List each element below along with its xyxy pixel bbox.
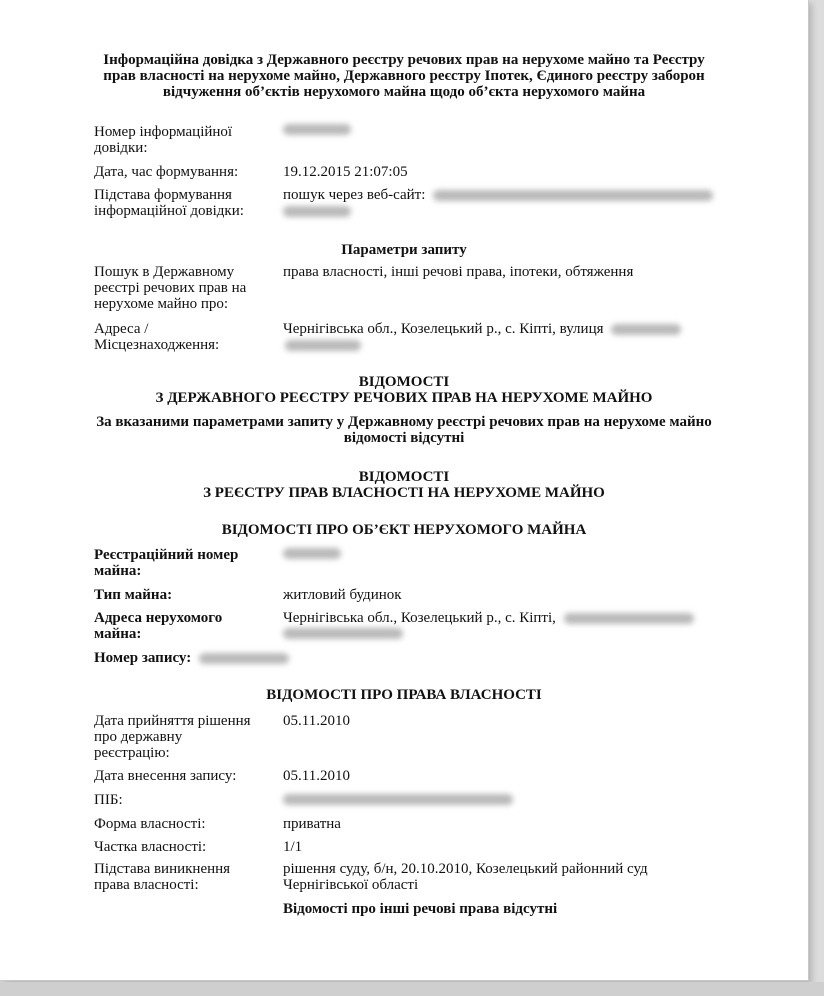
header-line-2: прав власності на нерухоме майно, Державного реєстру Іпотек, Єдиного реєстру заборон	[103, 68, 705, 84]
rights-basis-label-2: права власності:	[94, 877, 199, 893]
date-value: 19.12.2015 21:07:05	[283, 164, 408, 180]
ownership-registry-title-2: З РЕЄСТРУ ПРАВ ВЛАСНОСТІ НА НЕРУХОМЕ МАЙНО	[203, 485, 605, 501]
object-address-label-2: майна:	[94, 626, 142, 642]
type-value: житловий будинок	[283, 587, 402, 603]
redacted-owner-name	[283, 794, 513, 805]
object-address-label-1: Адреса нерухомого	[94, 610, 223, 626]
redacted-street-cont	[285, 340, 361, 351]
header-line-3: відчуження об’єктів нерухомого майна щодо об’єкта нерухомого майна	[162, 84, 646, 100]
rights-basis-value-2: Чернігівської області	[283, 877, 419, 893]
redacted-user-cont	[283, 206, 351, 217]
object-heading: ВІДОМОСТІ ПРО ОБ’ЄКТ НЕРУХОМОГО МАЙНА	[221, 522, 587, 538]
record-number	[94, 650, 289, 667]
basis-label-cont: інформаційної довідки:	[94, 203, 244, 219]
redacted-user	[433, 190, 713, 201]
date-label: Дата, час формування:	[94, 164, 239, 180]
redacted-object-street-cont	[283, 628, 403, 639]
form-label: Форма власності:	[94, 816, 206, 832]
search-label-1: Пошук в Державному	[94, 264, 235, 280]
entry-value: 05.11.2010	[283, 768, 350, 784]
header-line-1: Інформаційна довідка з Державного реєстру речових прав на нерухоме майно та Реєстру	[103, 52, 705, 68]
redacted-record-number	[199, 653, 289, 664]
redacted-number	[283, 124, 351, 135]
search-label-2: реєстрі речових прав на	[94, 280, 247, 296]
redacted-object-street	[564, 613, 694, 624]
other-rights-note: Відомості про інші речові права відсутні	[283, 901, 558, 917]
state-registry-note-2: відомості відсутні	[343, 430, 465, 446]
rights-heading: ВІДОМОСТІ ПРО ПРАВА ВЛАСНОСТІ	[266, 687, 542, 703]
horizontal-scrollbar[interactable]	[0, 982, 824, 996]
decision-label-1: Дата прийняття рішення	[94, 713, 251, 729]
reg-number-label-1: Реєстраційний номер	[94, 547, 239, 563]
basis-value	[283, 187, 713, 204]
search-value: права власності, інші речові права, іпотеки, обтяження	[283, 264, 634, 280]
reg-number-label-2: майна:	[94, 563, 142, 579]
rights-basis-value-1: рішення суду, б/н, 20.10.2010, Козелецький районний суд	[283, 861, 648, 877]
entry-label: Дата внесення запису:	[94, 768, 237, 784]
state-registry-title-2: З ДЕРЖАВНОГО РЕЄСТРУ РЕЧОВИХ ПРАВ НА НЕРУХОМЕ МАЙНО	[155, 390, 653, 406]
basis-label: Підстава формування	[94, 187, 232, 203]
state-registry-title-1: ВІДОМОСТІ	[358, 374, 450, 390]
share-label: Частка власності:	[94, 839, 207, 855]
state-registry-note-1: За вказаними параметрами запиту у Державному реєстрі речових прав на нерухоме майно	[96, 414, 712, 430]
basis-value-text: пошук через веб-сайт:	[283, 187, 426, 203]
info-number-label-cont: довідки:	[94, 140, 148, 156]
rights-basis-label-1: Підстава виникнення	[94, 861, 231, 877]
address-value	[283, 321, 681, 338]
redacted-reg-number	[283, 548, 341, 559]
name-label: ПІБ:	[94, 792, 123, 808]
search-label-3: нерухоме майно про:	[94, 296, 229, 312]
share-value: 1/1	[283, 839, 303, 855]
form-value: приватна	[283, 816, 341, 832]
redacted-street	[611, 324, 681, 335]
object-address-text: Чернігівська обл., Козелецький р., с. Кіпті,	[283, 610, 556, 626]
record-number-label: Номер запису:	[94, 650, 192, 666]
info-number-label: Номер інформаційної	[94, 124, 233, 140]
address-value-text: Чернігівська обл., Козелецький р., с. Кіпті, вулиця	[283, 321, 604, 337]
address-label-2: Місцезнаходження:	[94, 337, 220, 353]
address-label-1: Адреса /	[94, 321, 149, 337]
decision-value: 05.11.2010	[283, 713, 350, 729]
object-address-value	[283, 610, 694, 627]
query-heading: Параметри запиту	[341, 242, 467, 258]
decision-label-2: про державну	[94, 729, 183, 745]
ownership-registry-title-1: ВІДОМОСТІ	[358, 469, 450, 485]
type-label: Тип майна:	[94, 587, 173, 603]
decision-label-3: реєстрацію:	[94, 745, 170, 761]
